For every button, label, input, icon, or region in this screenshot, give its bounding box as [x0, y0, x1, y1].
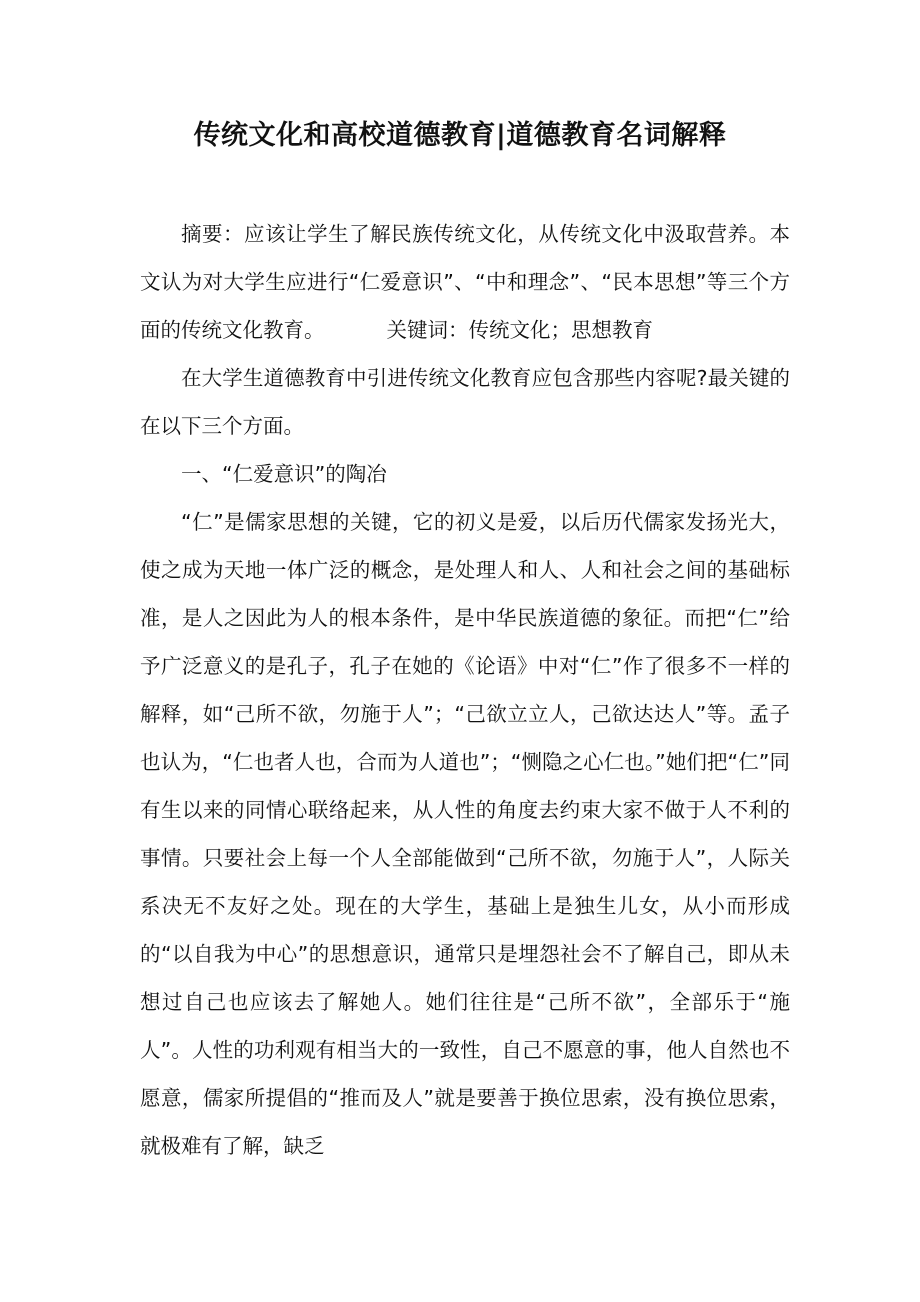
abstract-text: 摘要：应该让学生了解民族传统文化，从传统文化中汲取营养。本文认为对大学生应进行“仁爱意识”、“中和理念”、“民本思想”等三个方面的传统文化教育。 — [140, 222, 790, 342]
intro-paragraph: 在大学生道德教育中引进传统文化教育应包含那些内容呢?最关键的在以下三个方面。 — [140, 366, 790, 438]
section-body-paragraph: “仁”是儒家思想的关键，它的初义是爱，以后历代儒家发扬光大，使之成为天地一体广泛的概念，是处理人和人、人和社会之间的基础标准，是人之因此为人的根本条件，是中华民族道德的象征。而把“仁”给予广泛意义的是孔子，孔子在她的《论语》中对“仁”作了很多不一样的解释，如“己所不欲，勿施于人”；“己欲立立人，己欲达达人”等。孟子也认为，“仁也者人也，合而为人道也”；“恻隐之心仁也。”她们把“仁”同有生以来的同情心联络起来，从人性的角度去约束大家不做于人不利的事情。只要社会上每一个人全部能做到“己所不欲，勿施于人”，人际关系决无不友好之处。现在的大学生，基础上是独生儿女，从小而形成的“以自我为中心”的思想意识，通常只是埋怨社会不了解自己，即从未想过自己也应该去了解她人。她们往往是“己所不欲”，全部乐于“施人”。人性的功利观有相当大的一致性，自己不愿意的事，他人自然也不愿意，儒家所提倡的“推而及人”就是要善于换位思索，没有换位思索，就极难有了解，缺乏 — [140, 510, 790, 1158]
keywords-text: 关键词：传统文化；思想教育 — [386, 318, 653, 342]
document-title: 传统文化和高校道德教育|道德教育名词解释 — [193, 120, 727, 151]
abstract-paragraph — [140, 210, 790, 354]
document-body — [140, 210, 790, 1170]
section-heading: 一、“仁爱意识”的陶冶 — [181, 462, 387, 486]
